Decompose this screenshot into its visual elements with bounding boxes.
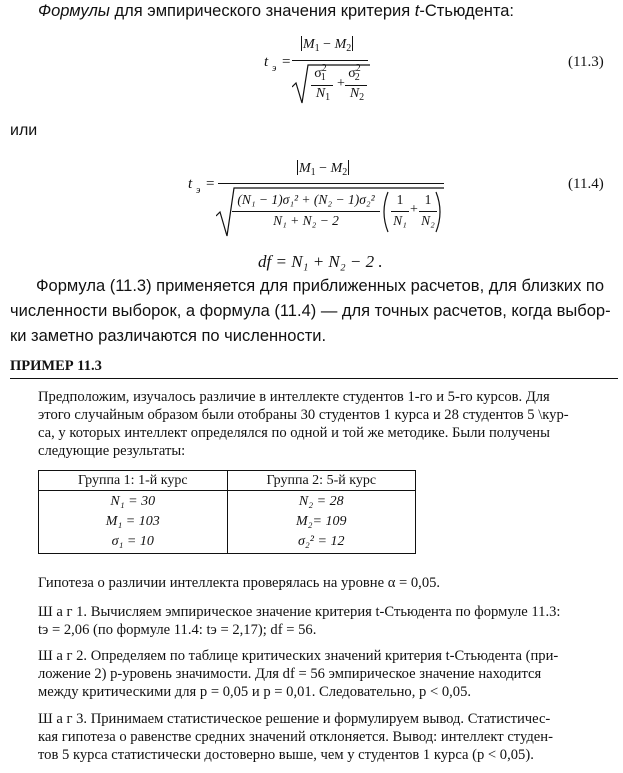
f2-m2-sub: 2: [342, 167, 348, 178]
f1-n1-sub: 1: [325, 92, 331, 103]
f1-number: (11.3): [568, 54, 604, 70]
f2-n1: N₁: [393, 213, 407, 228]
step2-line-2: ложение 2) р-уровень значимости. Для df = 56 эмпирическое значение находится: [38, 666, 542, 682]
f1-eq: =: [282, 54, 291, 70]
f2-plus: +: [410, 202, 418, 217]
f2-eq: =: [206, 176, 215, 192]
example-line-1: Предположим, изучалось различие в интеллекте студентов 1-го и 5-го курсов. Для: [38, 389, 550, 405]
f1-plus: +: [337, 76, 345, 91]
cell-sigma2: σ₂² = 12: [298, 534, 345, 549]
step2-line-1: Ш а г 2. Определяем по таблице критических значений критерия t-Стьюдента (при-: [38, 648, 559, 664]
cell-m1: M₁ = 103: [105, 514, 160, 529]
f1-sigma1-sup: 2: [321, 63, 327, 74]
paragraph-line-2: численности выборок, а формула (11.4) — для точных расчетов, когда выбор-: [10, 302, 611, 320]
f2-lhs-t: t: [188, 176, 193, 192]
f2-inner-den: N₁ + N₂ − 2: [273, 213, 339, 228]
intro-tail: -Стьюдента:: [419, 2, 515, 20]
intro-line: [38, 2, 514, 21]
f1-m1: M: [303, 37, 315, 52]
step1-line-2: tэ = 2,06 (по формуле 11.4: tэ = 2,17); df = 56.: [38, 622, 317, 638]
cell-sigma1: σ₁ = 10: [111, 534, 154, 549]
example-intro: [38, 388, 618, 460]
formula-11-3: [0, 30, 623, 130]
intro-rest: для эмпирического значения критерия: [109, 2, 415, 20]
f2-number: (11.4): [568, 176, 604, 192]
f1-numerator: [300, 36, 354, 54]
f1-sigma2: σ: [348, 66, 356, 81]
step3-line-2: кая гипотеза о равенстве средних значений отклоняется. Вывод: интеллект студен-: [38, 729, 553, 745]
f2-inner-line: [232, 211, 380, 212]
f1-n1: N: [315, 86, 326, 101]
explanation-paragraph: [10, 274, 616, 349]
hypothesis-text: Гипотеза о различии интеллекта проверялась на уровне α = 0,05.: [38, 575, 441, 591]
paragraph-line-3: ки заметно различаются по численности.: [10, 327, 327, 345]
f1-sigma1: σ: [314, 66, 322, 81]
f2-numerator: [296, 160, 350, 178]
f1-sigma2-sup: 2: [355, 63, 361, 74]
f1-minus: −: [323, 37, 332, 52]
step1-line-1: Ш а г 1. Вычисляем эмпирическое значение критерия t-Стьюдента по формуле 11.3:: [38, 604, 561, 620]
example-line-2: этого случайным образом были отобраны 30 студентов 1 курса и 28 студентов 5 \кур-: [38, 407, 569, 423]
f2-frac-a-line: [391, 211, 409, 212]
example-title: ПРИМЕР 11.3: [10, 358, 102, 374]
f1-term2-den: [346, 86, 368, 103]
formula-11-4: [0, 160, 623, 240]
intro-lead: Формулы: [38, 2, 110, 20]
f2-lhs-sub: э: [196, 185, 201, 196]
f1-n2: N: [349, 86, 360, 101]
example-line-4: следующие результаты:: [38, 443, 186, 459]
results-table: [38, 470, 416, 554]
f1-m2: M: [334, 37, 347, 52]
or-text: или: [10, 122, 38, 139]
cell-n2: N₂ = 28: [298, 494, 344, 509]
table-header-group2: Группа 2: 5-й курс: [227, 471, 416, 491]
f1-sigma2-sub: 2: [354, 72, 360, 83]
f1-n2-sub: 2: [359, 92, 365, 103]
df-formula: df = N₁ + N₂ − 2 .: [258, 252, 383, 271]
f1-term1-den: [312, 86, 334, 103]
cell-n1: N₁ = 30: [110, 494, 156, 509]
f2-one-b: 1: [424, 192, 432, 207]
step-3: [38, 710, 618, 764]
f1-term1-num: [312, 63, 334, 83]
f2-inner-num: (N₁ − 1)σ₁² + (N₂ − 1)σ₂²: [237, 192, 375, 207]
table-header-group1: Группа 1: 1-й курс: [39, 471, 228, 491]
table-header-row: [39, 471, 416, 491]
example-rule: [10, 378, 618, 379]
f2-m1-sub: 1: [310, 167, 316, 178]
f2-minus: −: [319, 161, 328, 176]
f1-m2-sub: 2: [346, 43, 352, 54]
table-row: [39, 491, 416, 554]
f2-m2: M: [330, 161, 343, 176]
f2-m1: M: [299, 161, 311, 176]
f2-n2: N₂: [421, 213, 435, 228]
example-line-3: са, у которых интеллект определялся по одной и той же методике. Были получены: [38, 425, 550, 441]
f1-m1-sub: 1: [314, 43, 320, 54]
paragraph-line-1: Формула (11.3) применяется для приближенных расчетов, для близких по: [36, 277, 605, 295]
step3-line-3: тов 5 курса статистически достоверно выше, чем у студентов 1 курса (р < 0,05).: [38, 747, 534, 763]
table-cell-group1: [39, 491, 228, 554]
f2-frac-b-line: [419, 211, 437, 212]
f1-lhs-sub: э: [272, 63, 277, 74]
f1-lhs-t: t: [264, 54, 269, 70]
cell-m2: M₂= 109: [296, 514, 347, 529]
f2-one-a: 1: [396, 192, 404, 207]
step-1: [38, 603, 618, 639]
f1-term2-num: [346, 63, 368, 83]
f1-fraction-line: [292, 60, 368, 61]
step-2: [38, 647, 618, 701]
step2-line-3: между критическими для р = 0,05 и р = 0,01. Следовательно, р < 0,05.: [38, 684, 472, 700]
table-cell-group2: [227, 491, 416, 554]
f1-sigma1-sub: 1: [320, 72, 326, 83]
step3-line-1: Ш а г 3. Принимаем статистическое решение и формулируем вывод. Статистичес-: [38, 711, 551, 727]
f2-fraction-line: [218, 183, 444, 184]
intro-t: t: [414, 2, 420, 20]
